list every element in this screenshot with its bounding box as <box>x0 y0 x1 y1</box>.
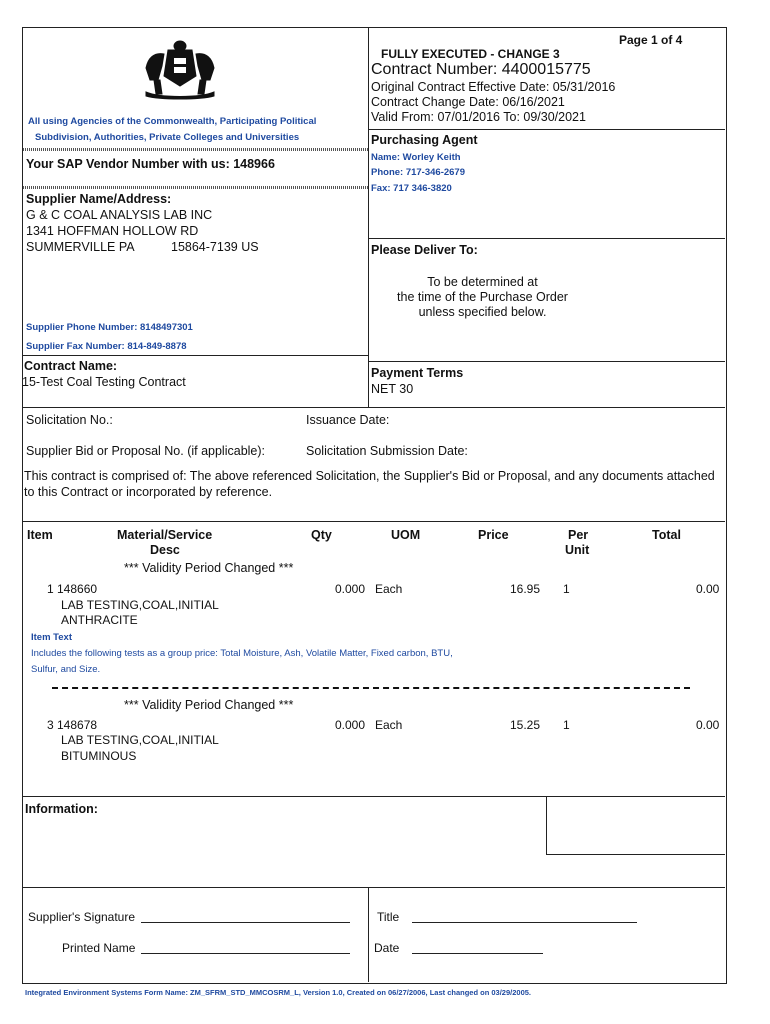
col-total: Total <box>652 528 681 542</box>
col-material-desc: Desc <box>150 543 180 557</box>
item1-line: 1 148660 <box>47 582 98 596</box>
comprised-line1: This contract is comprised of: The above referenced Solicitation, the Supplier's Bid or Proposal, and any documents attached <box>24 469 715 483</box>
rule-before-information <box>23 796 725 797</box>
col-item: Item <box>27 528 53 542</box>
col-per: Per <box>568 528 589 542</box>
page-number: Page 1 of 4 <box>619 33 683 47</box>
sap-vendor-number: Your SAP Vendor Number with us: 148966 <box>26 157 275 171</box>
item1-total: 0.00 <box>696 582 720 596</box>
solicitation-no: Solicitation No.: <box>26 413 113 427</box>
title-label: Title <box>377 910 400 924</box>
item1-qty: 0.000 <box>335 582 366 596</box>
col-per-unit: Unit <box>565 543 590 557</box>
commonwealth-seal-icon <box>140 36 220 100</box>
rule-before-deliver <box>368 238 725 239</box>
supplier-zip: 15864-7139 US <box>171 240 259 254</box>
item2-qty: 0.000 <box>335 718 366 732</box>
item1-text-line1: Includes the following tests as a group price: Total Moisture, Ash, Volatile Matter, Fixed carbon, BTU, <box>31 648 453 659</box>
item1-price: 16.95 <box>510 582 541 596</box>
rule-after-agencies <box>23 148 368 151</box>
item2-per: 1 <box>563 718 570 732</box>
supplier-heading: Supplier Name/Address: <box>26 192 172 206</box>
item2-desc2: BITUMINOUS <box>61 749 137 763</box>
supplier-name: G & C COAL ANALYSIS LAB INC <box>26 208 213 222</box>
payment-terms-value: NET 30 <box>371 382 414 396</box>
signature-divider <box>368 887 369 982</box>
date-field[interactable] <box>412 953 543 954</box>
item2-validity: *** Validity Period Changed *** <box>124 698 294 712</box>
agent-phone: Phone: 717-346-2679 <box>371 167 465 178</box>
printed-name-label: Printed Name <box>62 941 136 955</box>
comprised-line2: to this Contract or incorporated by reference. <box>24 485 273 499</box>
contract-name-heading: Contract Name: <box>24 359 118 373</box>
header-divider <box>368 27 369 407</box>
status-label: FULLY EXECUTED - CHANGE 3 <box>381 47 560 61</box>
item2-price: 15.25 <box>510 718 541 732</box>
col-uom: UOM <box>391 528 421 542</box>
supplier-phone: Supplier Phone Number: 8148497301 <box>26 322 193 333</box>
footer-form-info: Integrated Environment Systems Form Name: ZM_SFRM_STD_MMCOSRM_L, Version 1.0, Created on 06/27/2006, Last changed on 03/29/2005. <box>25 988 531 997</box>
item1-validity: *** Validity Period Changed *** <box>124 561 294 575</box>
title-field[interactable] <box>412 922 637 923</box>
deliver-line3: unless specified below. <box>418 305 547 319</box>
rule-before-payment <box>368 361 725 362</box>
rule-before-agent <box>368 129 725 130</box>
payment-terms-heading: Payment Terms <box>371 366 464 380</box>
supplier-signature-label: Supplier's Signature <box>28 910 136 924</box>
item2-uom: Each <box>375 718 403 732</box>
supplier-city: SUMMERVILLE PA <box>26 240 135 254</box>
issuance-date: Issuance Date: <box>306 413 390 427</box>
supplier-signature-field[interactable] <box>141 922 350 923</box>
supplier-fax: Supplier Fax Number: 814-849-8878 <box>26 341 187 352</box>
item1-text-line2: Sulfur, and Size. <box>31 664 101 675</box>
col-material: Material/Service <box>117 528 213 542</box>
info-divider <box>546 796 547 854</box>
item2-line: 3 148678 <box>47 718 98 732</box>
item2-desc1: LAB TESTING,COAL,INITIAL <box>61 733 219 747</box>
info-box-bottom <box>546 854 725 855</box>
original-effective-date: Original Contract Effective Date: 05/31/2016 <box>371 80 616 94</box>
col-qty: Qty <box>311 528 332 542</box>
item1-desc1: LAB TESTING,COAL,INITIAL <box>61 598 219 612</box>
deliver-line1: To be determined at <box>427 275 538 289</box>
rule-before-contract-name <box>23 355 368 356</box>
deliver-heading: Please Deliver To: <box>371 243 478 257</box>
rule-after-comprised <box>23 521 725 522</box>
rule-before-signature <box>23 887 725 888</box>
date-label: Date <box>374 941 400 955</box>
purchasing-agent-heading: Purchasing Agent <box>371 133 478 147</box>
contract-number: Contract Number: 4400015775 <box>371 61 591 78</box>
rule-after-header <box>23 407 725 408</box>
submission-date: Solicitation Submission Date: <box>306 444 468 458</box>
contract-name: 15-Test Coal Testing Contract <box>22 375 186 389</box>
item1-text-label: Item Text <box>31 632 73 643</box>
printed-name-field[interactable] <box>141 953 350 954</box>
supplier-bid-no: Supplier Bid or Proposal No. (if applicable): <box>26 444 266 458</box>
contract-change-date: Contract Change Date: 06/16/2021 <box>371 95 565 109</box>
valid-period: Valid From: 07/01/2016 To: 09/30/2021 <box>371 110 586 124</box>
agent-name: Name: Worley Keith <box>371 152 461 163</box>
col-price: Price <box>478 528 509 542</box>
supplier-street: 1341 HOFFMAN HOLLOW RD <box>26 224 199 238</box>
agent-fax: Fax: 717 346-3820 <box>371 183 452 194</box>
item2-total: 0.00 <box>696 718 720 732</box>
rule-after-sap <box>23 186 368 189</box>
item1-per: 1 <box>563 582 570 596</box>
information-heading: Information: <box>25 802 98 816</box>
agencies-line2: Subdivision, Authorities, Private Colleges and Universities <box>35 132 300 143</box>
agencies-line1: All using Agencies of the Commonwealth, Participating Political <box>28 116 317 127</box>
deliver-line2: the time of the Purchase Order <box>397 290 568 304</box>
item1-uom: Each <box>375 582 403 596</box>
item1-desc2: ANTHRACITE <box>61 613 138 627</box>
item-separator <box>52 687 690 689</box>
